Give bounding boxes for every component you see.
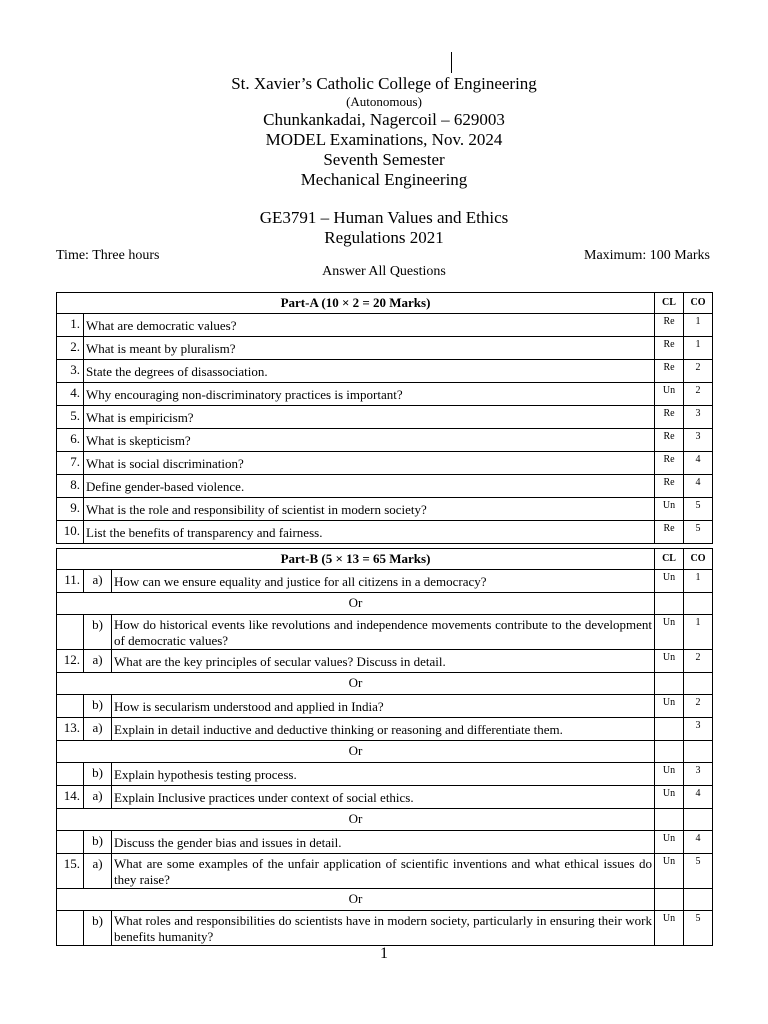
or-separator: Or: [57, 673, 655, 695]
cognitive-level: Un: [655, 695, 684, 718]
question-text: Define gender-based violence.: [84, 475, 655, 498]
question-number: 9.: [57, 498, 84, 521]
question-number: 1.: [57, 314, 84, 337]
cognitive-level: Un: [655, 498, 684, 521]
course-outcome: 1: [684, 314, 713, 337]
question-text: How can we ensure equality and justice for all citizens in a democracy?: [112, 570, 655, 593]
question-number: 3.: [57, 360, 84, 383]
empty-cell: [57, 911, 84, 946]
part-b-row-b: [57, 763, 713, 786]
cognitive-level: Re: [655, 314, 684, 337]
question-text: How is secularism understood and applied in India?: [112, 695, 655, 718]
question-number: 8.: [57, 475, 84, 498]
option-label: b): [84, 695, 112, 718]
or-separator: Or: [57, 889, 655, 911]
part-b-row-b: [57, 695, 713, 718]
empty-cell: [57, 695, 84, 718]
question-number: 11.: [57, 570, 84, 593]
question-text: Explain in detail inductive and deductive thinking or reasoning and differentiate them.: [112, 718, 655, 741]
option-label: b): [84, 831, 112, 854]
part-b-row-a: [57, 570, 713, 593]
course-outcome: 3: [684, 429, 713, 452]
part-a-header-row: [57, 293, 713, 314]
cognitive-level: Re: [655, 452, 684, 475]
course-title: GE3791 – Human Values and Ethics: [259, 208, 509, 227]
part-b-header-row: [57, 549, 713, 570]
text-cursor: [451, 52, 452, 73]
course-outcome: 5: [684, 911, 713, 946]
cognitive-level: Un: [655, 786, 684, 809]
part-a-row: [57, 337, 713, 360]
part-a-row: [57, 406, 713, 429]
part-a-row: [57, 498, 713, 521]
part-a-title: Part-A (10 × 2 = 20 Marks): [57, 293, 655, 314]
cognitive-level: Un: [655, 831, 684, 854]
empty-cell: [684, 809, 713, 831]
course-outcome: 1: [684, 570, 713, 593]
question-text: What roles and responsibilities do scientists have in modern society, particularly in ensuring their work benefits humanity?: [112, 911, 655, 946]
regulations: Regulations 2021: [324, 228, 444, 247]
course-outcome: 5: [684, 521, 713, 544]
empty-cell: [684, 741, 713, 763]
course-outcome: 3: [684, 763, 713, 786]
course-outcome: 3: [684, 406, 713, 429]
part-b-table: [56, 548, 713, 946]
or-row: [57, 741, 713, 763]
or-separator: Or: [57, 809, 655, 831]
cognitive-level: Un: [655, 763, 684, 786]
cognitive-level: Re: [655, 406, 684, 429]
cognitive-level: Re: [655, 521, 684, 544]
course-outcome: 1: [684, 615, 713, 650]
question-text: What is skepticism?: [84, 429, 655, 452]
time-duration: Time: Three hours: [56, 248, 160, 263]
course-outcome: 4: [684, 452, 713, 475]
course-outcome: 4: [684, 786, 713, 809]
course-outcome: 5: [684, 854, 713, 889]
question-text: Explain Inclusive practices under context of social ethics.: [112, 786, 655, 809]
cognitive-level: Un: [655, 570, 684, 593]
maximum-marks: Maximum: 100 Marks: [584, 248, 710, 263]
cognitive-level: Re: [655, 429, 684, 452]
cognitive-level: [655, 718, 684, 741]
co-header: CO: [684, 293, 713, 314]
part-b-row-b: [57, 831, 713, 854]
question-text: Explain hypothesis testing process.: [112, 763, 655, 786]
empty-cell: [57, 615, 84, 650]
part-b-row-a: [57, 786, 713, 809]
course-outcome: 2: [684, 650, 713, 673]
instruction: Answer All Questions: [322, 264, 446, 279]
page-number: 1: [380, 945, 388, 962]
semester: Seventh Semester: [323, 150, 445, 169]
course-outcome: 3: [684, 718, 713, 741]
question-number: 15.: [57, 854, 84, 889]
empty-cell: [57, 831, 84, 854]
empty-cell: [684, 593, 713, 615]
or-separator: Or: [57, 593, 655, 615]
cognitive-level: Re: [655, 360, 684, 383]
question-text: What is empiricism?: [84, 406, 655, 429]
option-label: a): [84, 570, 112, 593]
question-number: 13.: [57, 718, 84, 741]
course-outcome: 2: [684, 383, 713, 406]
question-number: 4.: [57, 383, 84, 406]
empty-cell: [655, 741, 684, 763]
part-a-row: [57, 475, 713, 498]
option-label: a): [84, 650, 112, 673]
part-b-row-b: [57, 615, 713, 650]
question-text: What are some examples of the unfair application of scientific inventions and what ethical issues do they raise?: [112, 854, 655, 889]
question-number: 7.: [57, 452, 84, 475]
question-text: State the degrees of disassociation.: [84, 360, 655, 383]
college-name: St. Xavier’s Catholic College of Engineering: [231, 74, 537, 93]
or-row: [57, 889, 713, 911]
question-text: What is meant by pluralism?: [84, 337, 655, 360]
or-row: [57, 673, 713, 695]
part-a-row: [57, 429, 713, 452]
part-b-row-a: [57, 854, 713, 889]
cl-header: CL: [655, 549, 684, 570]
part-a-row: [57, 521, 713, 544]
cognitive-level: Un: [655, 650, 684, 673]
option-label: a): [84, 786, 112, 809]
cognitive-level: Un: [655, 615, 684, 650]
course-outcome: 4: [684, 475, 713, 498]
part-b-row-a: [57, 650, 713, 673]
question-text: What are democratic values?: [84, 314, 655, 337]
empty-cell: [655, 809, 684, 831]
part-b-row-b: [57, 911, 713, 946]
or-row: [57, 809, 713, 831]
course-outcome: 2: [684, 360, 713, 383]
college-address: Chunkankadai, Nagercoil – 629003: [263, 110, 505, 129]
question-number: 10.: [57, 521, 84, 544]
question-text: What is social discrimination?: [84, 452, 655, 475]
empty-cell: [684, 673, 713, 695]
autonomous-label: (Autonomous): [346, 94, 422, 109]
course-outcome: 4: [684, 831, 713, 854]
part-b-title: Part-B (5 × 13 = 65 Marks): [57, 549, 655, 570]
cognitive-level: Un: [655, 383, 684, 406]
exam-title: MODEL Examinations, Nov. 2024: [265, 130, 503, 149]
empty-cell: [655, 593, 684, 615]
part-a-table: [56, 292, 713, 544]
question-number: 6.: [57, 429, 84, 452]
question-text: How do historical events like revolutions and independence movements contribute to the development of democratic values?: [112, 615, 655, 650]
department: Mechanical Engineering: [300, 170, 468, 189]
course-outcome: 2: [684, 695, 713, 718]
question-text: Discuss the gender bias and issues in detail.: [112, 831, 655, 854]
co-header: CO: [684, 549, 713, 570]
question-number: 14.: [57, 786, 84, 809]
cognitive-level: Un: [655, 854, 684, 889]
option-label: a): [84, 718, 112, 741]
option-label: a): [84, 854, 112, 889]
part-b-row-a: [57, 718, 713, 741]
cl-header: CL: [655, 293, 684, 314]
empty-cell: [57, 763, 84, 786]
question-text: What are the key principles of secular values? Discuss in detail.: [112, 650, 655, 673]
option-label: b): [84, 911, 112, 946]
question-number: 5.: [57, 406, 84, 429]
or-separator: Or: [57, 741, 655, 763]
part-a-row: [57, 452, 713, 475]
question-text: Why encouraging non-discriminatory practices is important?: [84, 383, 655, 406]
option-label: b): [84, 763, 112, 786]
cognitive-level: Re: [655, 475, 684, 498]
question-number: 2.: [57, 337, 84, 360]
question-number: 12.: [57, 650, 84, 673]
question-text: What is the role and responsibility of scientist in modern society?: [84, 498, 655, 521]
course-outcome: 1: [684, 337, 713, 360]
empty-cell: [655, 673, 684, 695]
empty-cell: [655, 889, 684, 911]
question-text: List the benefits of transparency and fairness.: [84, 521, 655, 544]
cognitive-level: Re: [655, 337, 684, 360]
part-a-row: [57, 314, 713, 337]
part-a-row: [57, 360, 713, 383]
cognitive-level: Un: [655, 911, 684, 946]
part-a-row: [57, 383, 713, 406]
or-row: [57, 593, 713, 615]
empty-cell: [684, 889, 713, 911]
option-label: b): [84, 615, 112, 650]
course-outcome: 5: [684, 498, 713, 521]
